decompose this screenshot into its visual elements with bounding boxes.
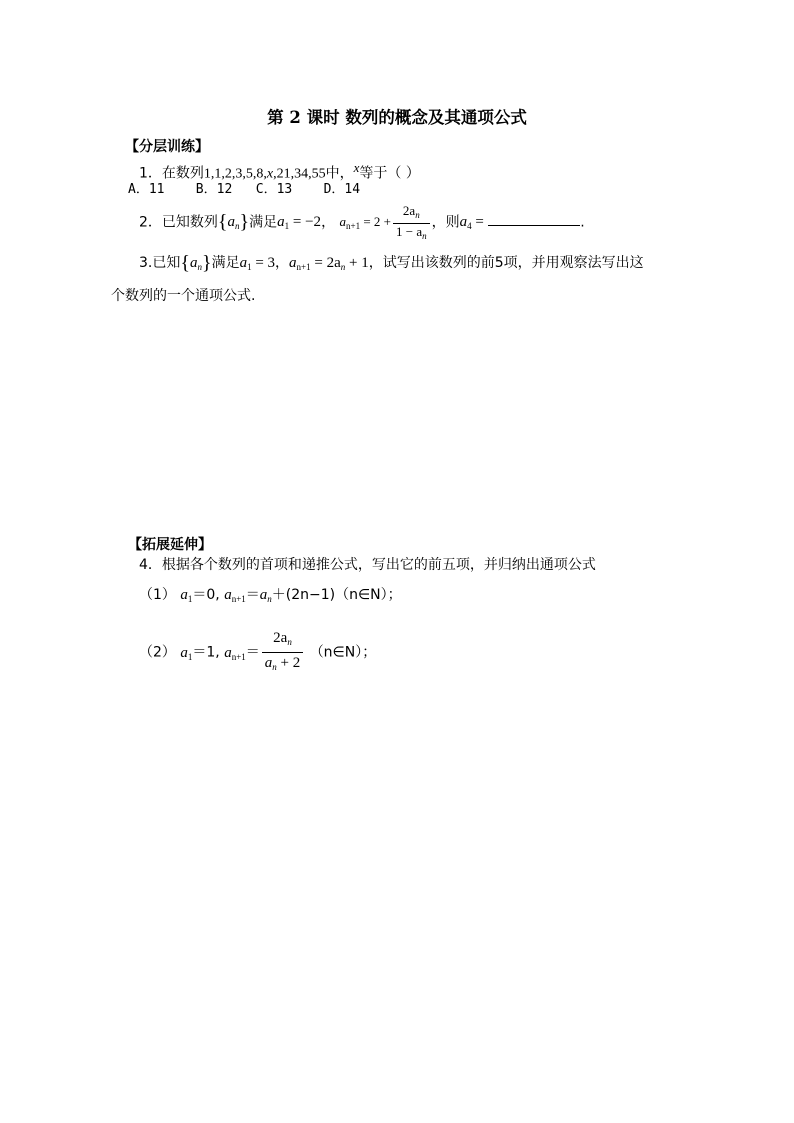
section-heading-extension: 【拓展延伸】 — [128, 537, 212, 553]
q2-answer-blank[interactable] — [488, 211, 580, 226]
q4-p1-tail: ＋(2n−1)（n∈N）； — [271, 587, 402, 603]
q4-p1-eq: ＝ — [245, 587, 260, 603]
q1-var: x — [266, 166, 274, 182]
question-2 — [139, 203, 585, 244]
q3-text-1: ，试写出该数列的前5项，并用观察法写出这 — [368, 255, 644, 271]
q1-middle: 中， — [325, 165, 354, 182]
q4-p2-lhs: $a_{n+1}$ — [224, 644, 246, 662]
q3-prefix: 3.已知 — [139, 255, 181, 271]
q3-cond: $a_1 = 3$ — [239, 255, 276, 272]
q2-ask: $a_4$ = — [459, 214, 484, 232]
q3-seq: $\{a_n\}$ — [180, 252, 212, 274]
q2-comma: ， — [321, 214, 336, 231]
q2-mid: 满足 — [249, 214, 278, 231]
q1-var-2: x — [353, 160, 360, 175]
q3-comma: ， — [275, 255, 290, 271]
q2-then: ，则 — [431, 214, 460, 231]
q2-seq: $\{a_n\}$ — [217, 211, 250, 234]
q1-prefix: 1．在数列 — [139, 165, 204, 182]
q4-p1-a1: $a_1$ — [180, 587, 193, 604]
q4-p2-tail: （n∈N）； — [309, 644, 377, 661]
q1-option-a: A．11 — [128, 182, 165, 197]
question-4-part-1 — [139, 585, 402, 609]
q3-recurrence: $a_{n+1} = 2a_n + 1$ — [289, 255, 369, 272]
q1-suffix: 等于（ ） — [359, 165, 420, 182]
q3-text-2: 个数列的一个通项公式. — [111, 288, 256, 304]
q1-option-c: C．13 — [255, 182, 293, 197]
q2-fraction: $\frac{2a_n}{1 - a_n}$ — [393, 203, 430, 244]
q1-option-d: D．14 — [323, 182, 361, 197]
q4-p2-fraction: $\frac{2a_n}{a_n + 2}$ — [262, 628, 303, 677]
q1-sequence-rest: ,21,34,55 — [273, 166, 326, 182]
section-heading-layered-training: 【分层训练】 — [125, 139, 209, 155]
question-4-part-2 — [139, 628, 376, 677]
question-3 — [139, 251, 644, 279]
q4-p2-a1-val: ＝1, — [192, 644, 220, 661]
q1-option-b: B．12 — [195, 182, 233, 197]
page-title: 第 2 课时 数列的概念及其通项公式 — [267, 108, 527, 127]
q1-options — [128, 180, 360, 200]
q4-p2-label: （2） — [139, 644, 176, 661]
q2-end: . — [580, 214, 585, 231]
q4-p1-label: （1） — [139, 587, 176, 603]
q2-prefix: 2．已知数列 — [139, 214, 218, 231]
q4-p2-a1: $a_1$ — [180, 644, 193, 662]
q4-p1-a1-val: ＝0, — [192, 587, 220, 603]
q2-cond1: $a_1 = -2$ — [277, 214, 322, 232]
q4-p1-lhs: $a_{n+1}$ — [224, 587, 246, 604]
q3-mid: 满足 — [211, 255, 240, 271]
q4-p1-rhs: $a_n$ — [259, 587, 272, 604]
q1-sequence: 1,1,2,3,5,8, — [203, 166, 267, 182]
question-4-stem: 4．根据各个数列的首项和递推公式，写出它的前五项，并归纳出通项公式 — [139, 557, 596, 573]
q4-p2-eq: ＝ — [245, 644, 260, 661]
q2-recurrence: $a_{n+1} = 2$ + $\frac{2a_n}{1 - a_n}$ — [340, 214, 432, 229]
